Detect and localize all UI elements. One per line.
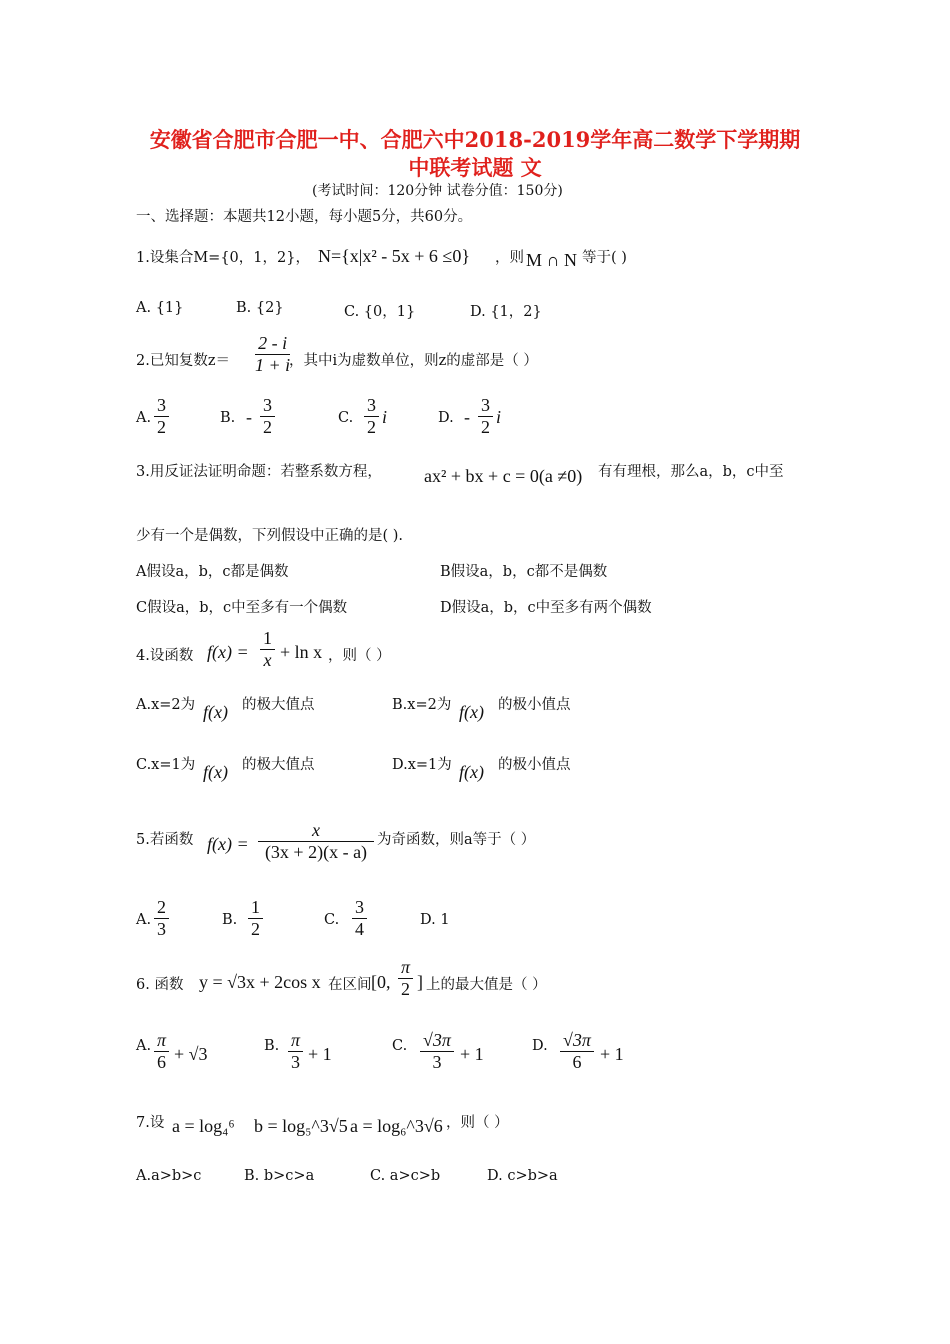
q6-option-c-den: 3 [432, 1051, 442, 1072]
q6-option-b-num: π [288, 1030, 303, 1052]
q5-option-c-label: C. [324, 912, 340, 928]
q4-option-d-pre: D.x=1为 [392, 757, 452, 773]
q4-option-c-pre: C.x=1为 [136, 757, 196, 773]
q7-option-c: C. a>c>b [370, 1168, 441, 1184]
q6-option-a-num: π [154, 1030, 169, 1052]
q5-option-a-label: A. [136, 912, 152, 928]
q2-option-c-unit: i [382, 407, 388, 427]
q6-function: y = √3x + 2cos x [199, 972, 321, 992]
q2-option-a-den: 2 [157, 416, 166, 437]
q2-numerator: 2 - i [255, 333, 290, 355]
q2-option-b-label: B. [220, 410, 236, 426]
q5-prefix: 5.若函数 [136, 832, 194, 848]
q5-denominator: (3x + 2)(x - a) [264, 841, 368, 862]
document-title-line1: 安徽省合肥市合肥一中、合肥六中2018-2019学年高二数学下学期期 [149, 127, 801, 152]
q7-option-b: B. b>c>a [244, 1168, 315, 1184]
q6-option-b-label: B. [264, 1038, 280, 1054]
q4-option-a-post: 的极大值点 [242, 697, 315, 713]
q5-option-c-den: 4 [355, 918, 364, 939]
q1-prefix: 1.设集合M={0，1，2}， [136, 250, 310, 266]
q2-option-d-sign: - [464, 407, 470, 427]
q6-option-b-den: 3 [291, 1051, 301, 1072]
q2-option-d-label: D. [438, 410, 454, 426]
q5-numerator: x [258, 820, 374, 842]
q6-mid: 在区间 [328, 977, 372, 993]
q6-option-b-tail: + 1 [308, 1044, 332, 1064]
q4-option-d-f: f(x) [459, 762, 484, 782]
q6-option-c-tail: + 1 [460, 1044, 484, 1064]
q6-option-d-label: D. [532, 1038, 548, 1054]
document-title-line2: 中联考试题 文 [408, 155, 542, 180]
q2-option-a-label: A. [136, 410, 152, 426]
q2-option-d-num: 3 [478, 395, 493, 417]
q6-option-d-num: √3π [560, 1030, 594, 1052]
exam-info: (考试时间：120分钟 试卷分值：150分) [312, 183, 563, 199]
q6-interval-den: 2 [401, 978, 411, 999]
q1-option-d: D. {1，2} [470, 304, 542, 320]
q5-option-c-num: 3 [352, 897, 367, 919]
q3-option-a: A假设a，b，c都是偶数 [136, 564, 289, 580]
q6-option-d-den: 6 [572, 1051, 582, 1072]
q7-suffix: ，则（ ） [446, 1115, 509, 1131]
q7-prefix: 7.设 [136, 1115, 165, 1131]
q5-option-a-den: 3 [157, 918, 166, 939]
q2-option-d-unit: i [496, 407, 502, 427]
q3-equation: ax² + bx + c = 0(a ≠0) [424, 466, 583, 486]
q5-option-b-label: B. [222, 912, 238, 928]
q1-option-a: A. {1} [136, 300, 184, 316]
q2-denominator: 1 + i [255, 354, 291, 375]
q4-prefix: 4.设函数 [136, 648, 194, 664]
q3-option-d: D假设a，b，c中至多有两个偶数 [440, 600, 652, 616]
q2-option-d-den: 2 [481, 416, 490, 437]
q2-option-b-num: 3 [260, 395, 275, 417]
q3-option-c: C假设a，b，c中至多有一个偶数 [136, 600, 348, 616]
q7-c-expr: a = log₆^3√6 [350, 1116, 443, 1136]
q4-option-a-pre: A.x=2为 [136, 697, 196, 713]
q5-option-b-den: 2 [251, 918, 260, 939]
q6-option-d-tail: + 1 [600, 1044, 624, 1064]
q1-intersection: M ∩ N [526, 250, 578, 270]
q3-line2: 少有一个是偶数，下列假设中正确的是( ). [136, 528, 404, 544]
q4-option-a-f: f(x) [203, 702, 228, 722]
q2-option-c-den: 2 [367, 416, 376, 437]
q1-mid: ，则 [495, 250, 524, 266]
q4-denominator: x [263, 649, 272, 670]
q7-option-a: A.a>b>c [136, 1168, 202, 1184]
q6-option-c-num: √3π [420, 1030, 454, 1052]
q2-option-c-label: C. [338, 410, 354, 426]
q6-suffix: 上的最大值是（ ） [426, 977, 547, 993]
q4-suffix: ，则（ ） [328, 648, 391, 664]
q4-option-b-f: f(x) [459, 702, 484, 722]
q5-option-b-num: 1 [248, 897, 263, 919]
q7-option-d: D. c>b>a [487, 1168, 558, 1184]
q6-interval-open: [0, [371, 972, 391, 992]
q6-option-c-label: C. [392, 1038, 408, 1054]
q6-interval-close: ] [417, 972, 423, 992]
q3-prefix: 3.用反证法证明命题：若整系数方程， [136, 464, 382, 480]
q1-option-c: C. {0，1} [344, 304, 416, 320]
q4-option-b-post: 的极小值点 [498, 697, 571, 713]
q5-suffix: 为奇函数，则a等于（ ） [377, 832, 536, 848]
q7-a-expr: a = log₄⁶ [172, 1116, 235, 1136]
q1-option-b: B. {2} [236, 300, 284, 316]
q2-option-b-sign: - [246, 407, 252, 427]
q2-suffix: ，其中i为虚数单位，则z的虚部是（ ） [289, 353, 538, 369]
q4-log-term: + ln x [280, 642, 323, 662]
q4-option-c-f: f(x) [203, 762, 228, 782]
q5-option-a-num: 2 [154, 897, 169, 919]
q3-option-b: B假设a，b，c都不是偶数 [440, 564, 608, 580]
q6-interval-num: π [398, 957, 413, 979]
q6-option-a-label: A. [136, 1038, 152, 1054]
q1-suffix: 等于( ) [582, 250, 627, 266]
q2-option-a-num: 3 [154, 395, 169, 417]
q4-option-d-post: 的极小值点 [498, 757, 571, 773]
q5-option-d: D. 1 [420, 912, 450, 928]
q4-option-b-pre: B.x=2为 [392, 697, 452, 713]
q6-prefix: 6. 函数 [136, 977, 184, 993]
q2-prefix: 2.已知复数z＝ [136, 353, 230, 369]
q4-numerator: 1 [260, 628, 275, 650]
q6-option-a-den: 6 [157, 1051, 167, 1072]
q3-suffix: 有有理根，那么a，b，c中至 [598, 464, 784, 480]
q2-options [136, 395, 816, 445]
q6-option-a-tail: + √3 [174, 1044, 208, 1064]
q5-function: f(x) = [207, 834, 249, 854]
q4-function: f(x) = [207, 642, 249, 662]
section-heading: 一、选择题：本题共12小题，每小题5分，共60分。 [136, 209, 473, 225]
q2-option-c-num: 3 [364, 395, 379, 417]
q2-option-b-den: 2 [263, 416, 272, 437]
q1-set-n: N={x|x² - 5x + 6 ≤0} [318, 246, 470, 266]
q7-b-expr: b = log₅^3√5 [254, 1116, 348, 1136]
q4-option-c-post: 的极大值点 [242, 757, 315, 773]
